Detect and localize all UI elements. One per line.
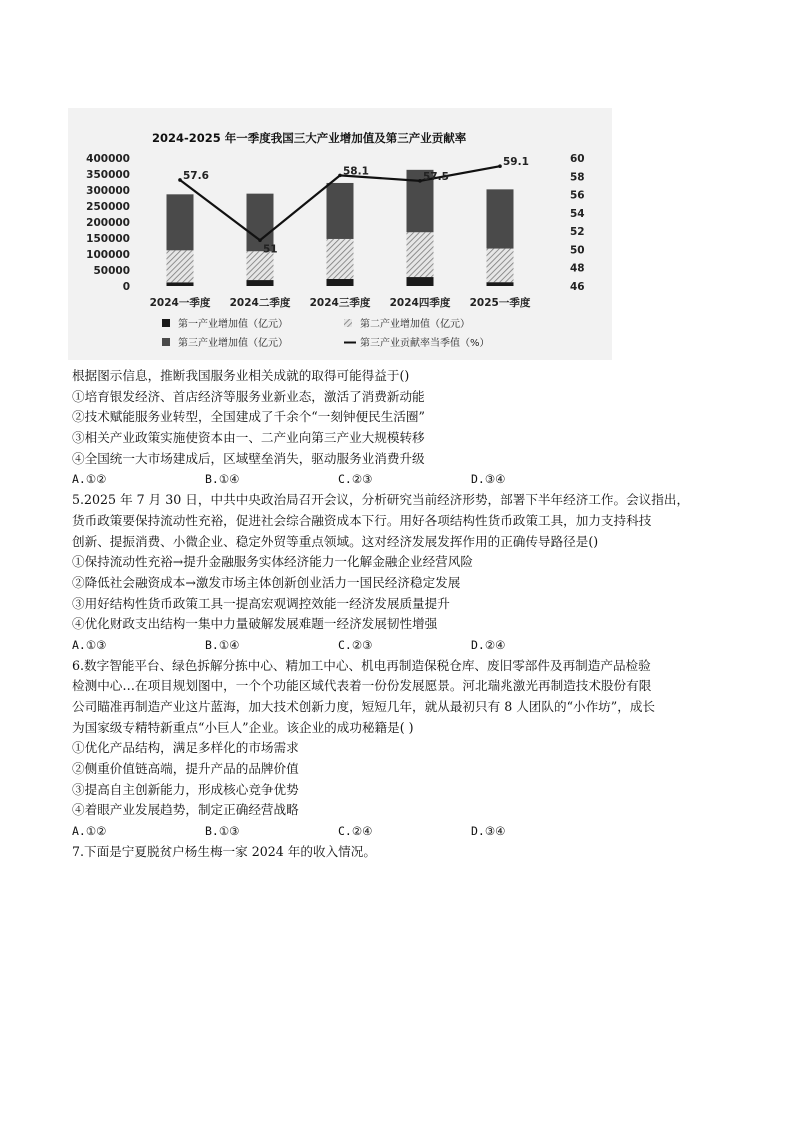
q4-item-1: ①培育银发经济、首店经济等服务业新业态，激活了消费新动能: [72, 388, 425, 404]
contribution-point: [418, 179, 422, 183]
q4-stem: 根据图示信息，推断我国服务业相关成就的取得可能得益于(): [72, 368, 410, 383]
right-tick-label: 48: [570, 262, 585, 275]
bar-segment-2: [407, 232, 434, 277]
x-category-label: 2024一季度: [149, 297, 211, 309]
right-tick-label: 56: [570, 189, 585, 202]
left-axis-ticks: [86, 153, 130, 293]
left-tick-label: 250000: [86, 201, 130, 213]
question-text: [72, 366, 732, 863]
q6-item-2: ②侧重价值链高端，提升产品的品牌价值: [72, 761, 299, 777]
x-axis-categories: [150, 296, 531, 309]
q7-stem: 7.下面是宁夏脱贫户杨生梅一家 2024 年的收入情况。: [72, 843, 376, 859]
contribution-line: [178, 156, 529, 255]
contribution-point: [498, 164, 502, 168]
bar-segment-2: [327, 239, 354, 279]
right-tick-label: 58: [570, 171, 585, 184]
bar-series: [167, 170, 514, 286]
q5-option-d[interactable]: D.②④: [471, 637, 506, 652]
bar-segment-3: [327, 183, 354, 239]
bar-segment-3: [487, 189, 514, 248]
contribution-point-label: 57.6: [183, 169, 209, 182]
legend-label: 第三产业贡献率当季值（%）: [360, 338, 490, 349]
right-axis-ticks: [570, 153, 585, 293]
left-tick-label: 150000: [86, 233, 130, 245]
q5-item-2: ②降低社会融资成本→激发市场主体创新创业活力一国民经济稳定发展: [72, 574, 461, 590]
q6-stem-line-2: 检测中心…在项目规划图中，一个个功能区域代表着一份份发展愿景。河北瑞兆激光再制造技术股份有限: [72, 678, 652, 694]
bar-segment-2: [247, 251, 274, 280]
legend-label: 第一产业增加值（亿元）: [178, 319, 288, 330]
q5-item-3: ③用好结构性货币政策工具一提高宏观调控效能一经济发展质量提升: [72, 595, 450, 611]
q4-options: [72, 469, 732, 490]
bar-segment-1: [247, 280, 274, 286]
legend-swatch: [162, 338, 170, 346]
q6-item-1: ①优化产品结构，满足多样化的市场需求: [72, 740, 299, 756]
bar-segment-1: [167, 282, 194, 286]
legend-label: 第二产业增加值（亿元）: [360, 319, 470, 330]
right-tick-label: 46: [570, 281, 585, 293]
q4-item-3: ③相关产业政策实施使资本由一、二产业向第三产业大规模转移: [72, 430, 425, 446]
left-tick-label: 350000: [86, 169, 130, 181]
x-category-label: 2024四季度: [389, 297, 451, 309]
q4-option-c[interactable]: C.②③: [338, 472, 373, 487]
x-category-label: 2024二季度: [229, 297, 291, 309]
q5-item-1: ①保持流动性充裕→提升金融服务实体经济能力一化解金融企业经营风险: [72, 554, 473, 570]
q6-options: [72, 821, 732, 842]
right-tick-label: 54: [570, 207, 585, 220]
bar-segment-3: [167, 194, 194, 250]
q5-stem-line-2: 货币政策要保持流动性充裕，促进社会综合融资成本下行。用好各项结构性货币政策工具，加力支持科技: [72, 512, 652, 528]
q5-options: [72, 635, 732, 656]
q5-option-a[interactable]: A.①③: [72, 637, 107, 652]
bar-segment-2: [167, 250, 194, 282]
right-tick-label: 60: [570, 153, 585, 165]
contribution-point-label: 58.1: [343, 165, 369, 178]
q5-option-b[interactable]: B.①④: [205, 637, 240, 652]
q6-option-b[interactable]: B.①③: [205, 824, 240, 839]
q6-item-3: ③提高自主创新能力，形成核心竞争优势: [72, 781, 299, 797]
q6-stem-line-1: 6.数字智能平台、绿色拆解分拣中心、精加工中心、机电再制造保税仓库、废旧零部件及再制造产品检验: [72, 657, 651, 673]
q4-option-b[interactable]: B.①④: [205, 472, 240, 487]
q6-option-c[interactable]: C.②④: [338, 824, 373, 839]
q4-option-d[interactable]: D.③④: [471, 472, 506, 487]
q6-stem-line-3: 公司瞄准再制造产业这片蓝海，加大技术创新力度，短短几年，就从最初只有 8 人团队的“小作坊”，成长: [72, 699, 656, 714]
left-tick-label: 100000: [86, 249, 130, 261]
x-category-label: 2024三季度: [309, 297, 371, 309]
right-tick-label: 52: [570, 226, 585, 239]
x-category-label: 2025一季度: [469, 297, 531, 309]
bar-segment-1: [487, 282, 514, 286]
chart-legend: [162, 317, 490, 349]
chart-title: 2024-2025 年一季度我国三大产业增加值及第三产业贡献率: [152, 131, 467, 145]
left-tick-label: 200000: [86, 217, 130, 229]
contribution-point: [258, 238, 262, 242]
right-tick-label: 50: [570, 244, 585, 257]
q5-stem-line-3: 创新、提振消费、小微企业、稳定外贸等重点领域。这对经济发展发挥作用的正确传导路径是(): [72, 533, 599, 549]
bar-segment-1: [327, 279, 354, 286]
q4-option-a[interactable]: A.①②: [72, 472, 107, 487]
q6-item-4: ④着眼产业发展趋势，制定正确经营战略: [72, 802, 299, 818]
left-tick-label: 300000: [86, 185, 130, 197]
left-tick-label: 0: [122, 281, 130, 293]
q6-option-a[interactable]: A.①②: [72, 824, 107, 839]
bar-segment-1: [407, 277, 434, 286]
legend-swatch: [344, 319, 352, 327]
q4-item-4: ④全国统一大市场建成后，区域壁垒消失，驱动服务业消费升级: [72, 450, 425, 466]
contribution-point-label: 59.1: [503, 156, 529, 169]
left-tick-label: 400000: [86, 153, 130, 165]
legend-label: 第三产业增加值（亿元）: [178, 338, 288, 349]
q6-stem-line-4: 为国家级专精特新重点“小巨人”企业。该企业的成功秘籍是( ): [72, 719, 414, 735]
contribution-point-label: 51: [263, 243, 278, 256]
contribution-point: [178, 178, 182, 182]
q5-stem-line-1: 5.2025 年 7 月 30 日，中共中央政治局召开会议，分析研究当前经济形势，部署下半年经济工作。会议指出，: [72, 492, 690, 508]
q4-item-2: ②技术赋能服务业转型，全国建成了千余个“一刻钟便民生活圈”: [72, 409, 425, 425]
q5-option-c[interactable]: C.②③: [338, 637, 373, 652]
q5-item-4: ④优化财政支出结构一集中力量破解发展难题一经济发展韧性增强: [72, 616, 438, 632]
industry-chart: [68, 108, 612, 360]
bar-segment-2: [487, 249, 514, 283]
contribution-point: [338, 174, 342, 178]
contribution-point-label: 57.5: [423, 170, 449, 183]
left-tick-label: 50000: [93, 265, 130, 277]
legend-swatch: [162, 319, 170, 327]
q6-option-d[interactable]: D.③④: [471, 824, 506, 839]
industry-chart-svg: [68, 108, 612, 360]
